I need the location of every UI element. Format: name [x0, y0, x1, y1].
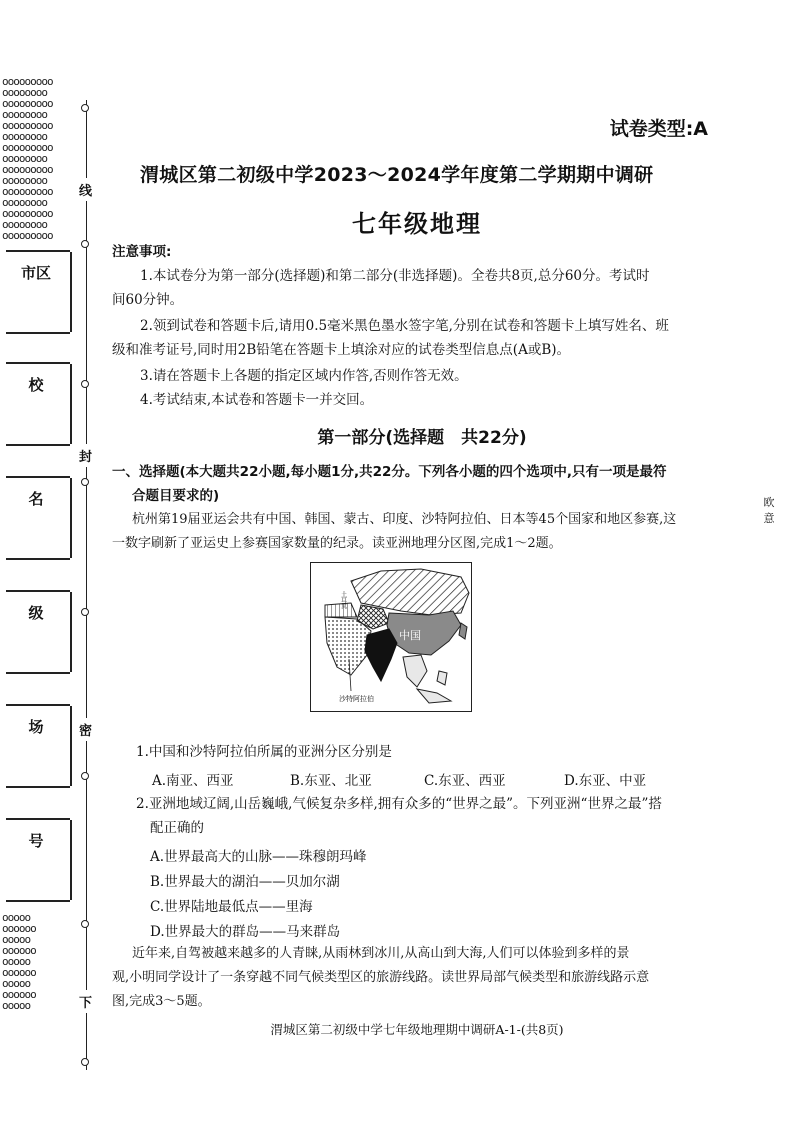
side-note: 欧意	[763, 496, 775, 525]
part1-instruction: 一、选择题(本大题共22小题,每小题1分,共22分。下列各小题的四个选项中,只有一项是最符	[112, 464, 667, 480]
passage-1: 一数字刷新了亚运史上参赛国家数量的纪录。读亚洲地理分区图,完成1～2题。	[112, 536, 562, 551]
field-class[interactable]	[70, 592, 72, 672]
binding-holes-bottom: ooooo oooooo ooooo oooooo ooooo oooooo ooooo oooooo ooooo	[2, 912, 36, 1012]
part1-title: 第一部分(选择题 共22分)	[317, 428, 527, 448]
binding-holes-top: ooooooooo oooooooo ooooooooo oooooooo ooooooooo oooooooo ooooooooo oooooooo ooooooooo oooooooo ooooooooo oooooooo ooooooooo oooooooo ooooooooo	[2, 76, 53, 242]
asia-map-svg	[311, 563, 471, 711]
question-1-option-a[interactable]: A.南亚、西亚	[152, 773, 234, 789]
field-divider	[6, 818, 70, 820]
field-label-name: 名	[28, 490, 44, 508]
question-1-stem: 1.中国和沙特阿拉伯所属的亚洲分区分别是	[136, 744, 392, 760]
field-divider	[6, 250, 70, 252]
field-label-room: 场	[28, 718, 44, 736]
binding-ring	[81, 104, 89, 112]
question-1-option-d[interactable]: D.东亚、中亚	[564, 773, 647, 789]
binding-ring	[81, 608, 89, 616]
binding-ring	[81, 240, 89, 248]
field-divider	[6, 558, 70, 560]
field-divider	[6, 332, 70, 334]
subject-title: 七年级地理	[352, 210, 482, 238]
question-2-stem: 2.亚洲地域辽阔,山岳巍峨,气候复杂多样,拥有众多的“世界之最”。下列亚洲“世界之最”搭	[136, 796, 662, 812]
question-1-option-b[interactable]: B.东亚、北亚	[290, 773, 372, 789]
field-label-number: 号	[28, 832, 44, 850]
field-label-district: 市区	[20, 264, 52, 282]
map-label-turkey: 土耳其	[339, 591, 347, 609]
field-room[interactable]	[70, 706, 72, 786]
field-district[interactable]	[70, 252, 72, 332]
notice-item: 间60分钟。	[112, 292, 184, 308]
field-number[interactable]	[70, 820, 72, 900]
cut-label-xian: 线	[79, 178, 92, 201]
field-divider	[6, 786, 70, 788]
map-label-china: 中国	[399, 629, 421, 642]
field-divider	[6, 362, 70, 364]
passage-2: 观,小明同学设计了一条穿越不同气候类型区的旅游线路。读世界局部气候类型和旅游线路示意	[112, 970, 650, 985]
question-2-option-a[interactable]: A.世界最高大的山脉——珠穆朗玛峰	[150, 849, 367, 865]
notice-heading: 注意事项:	[112, 244, 172, 260]
region-southeast-asia	[403, 655, 427, 687]
binding-ring	[81, 380, 89, 388]
field-name[interactable]	[70, 478, 72, 558]
binding-ring	[81, 1058, 89, 1066]
notice-item: 级和准考证号,同时用2B铅笔在答题卡上填涂对应的试卷类型信息点(A或B)。	[112, 342, 571, 358]
field-divider	[6, 590, 70, 592]
region-south-asia	[365, 629, 397, 681]
notice-item: 3.请在答题卡上各题的指定区域内作答,否则作答无效。	[140, 368, 468, 384]
cut-label-xia: 下	[79, 990, 92, 1013]
cut-label-mi: 密	[79, 718, 92, 741]
passage-2: 图,完成3～5题。	[112, 994, 211, 1009]
field-divider	[6, 672, 70, 674]
passage-2: 近年来,自驾被越来越多的人青睐,从雨林到冰川,从高山到大海,人们可以体验到多样的景	[132, 946, 630, 961]
field-divider	[6, 704, 70, 706]
page-footer: 渭城区第二初级中学七年级地理期中调研A-1-(共8页)	[270, 1022, 564, 1037]
exam-title: 渭城区第二初级中学2023～2024学年度第二学期期中调研	[140, 164, 654, 186]
field-label-class: 级	[28, 604, 44, 622]
region-west-asia	[325, 617, 371, 675]
binding-ring	[81, 478, 89, 486]
paper-type: 试卷类型:A	[609, 118, 708, 140]
binding-ring	[81, 920, 89, 928]
cut-label-feng: 封	[79, 444, 92, 467]
region-japan	[459, 623, 467, 639]
question-1-option-c[interactable]: C.东亚、西亚	[424, 773, 506, 789]
question-2-option-b[interactable]: B.世界最大的湖泊——贝加尔湖	[150, 874, 340, 890]
question-2-option-d[interactable]: D.世界最大的群岛——马来群岛	[150, 924, 341, 940]
asia-region-map	[310, 562, 472, 712]
field-label-school: 校	[28, 376, 44, 394]
notice-item: 4.考试结束,本试卷和答题卡一并交回。	[140, 392, 374, 408]
question-2-option-c[interactable]: C.世界陆地最低点——里海	[150, 899, 313, 915]
notice-item: 1.本试卷分为第一部分(选择题)和第二部分(非选择题)。全卷共8页,总分60分。考试时	[140, 268, 650, 284]
notice-item: 2.领到试卷和答题卡后,请用0.5毫米黑色墨水签字笔,分别在试卷和答题卡上填写姓名、班	[140, 318, 669, 334]
question-2-stem: 配正确的	[150, 820, 204, 836]
part1-instruction: 合题目要求的)	[132, 488, 220, 504]
binding-ring	[81, 772, 89, 780]
field-divider	[6, 900, 70, 902]
map-label-saudi: 沙特阿拉伯	[339, 695, 374, 703]
passage-1: 杭州第19届亚运会共有中国、韩国、蒙古、印度、沙特阿拉伯、日本等45个国家和地区参赛,这	[132, 512, 677, 527]
field-divider	[6, 476, 70, 478]
